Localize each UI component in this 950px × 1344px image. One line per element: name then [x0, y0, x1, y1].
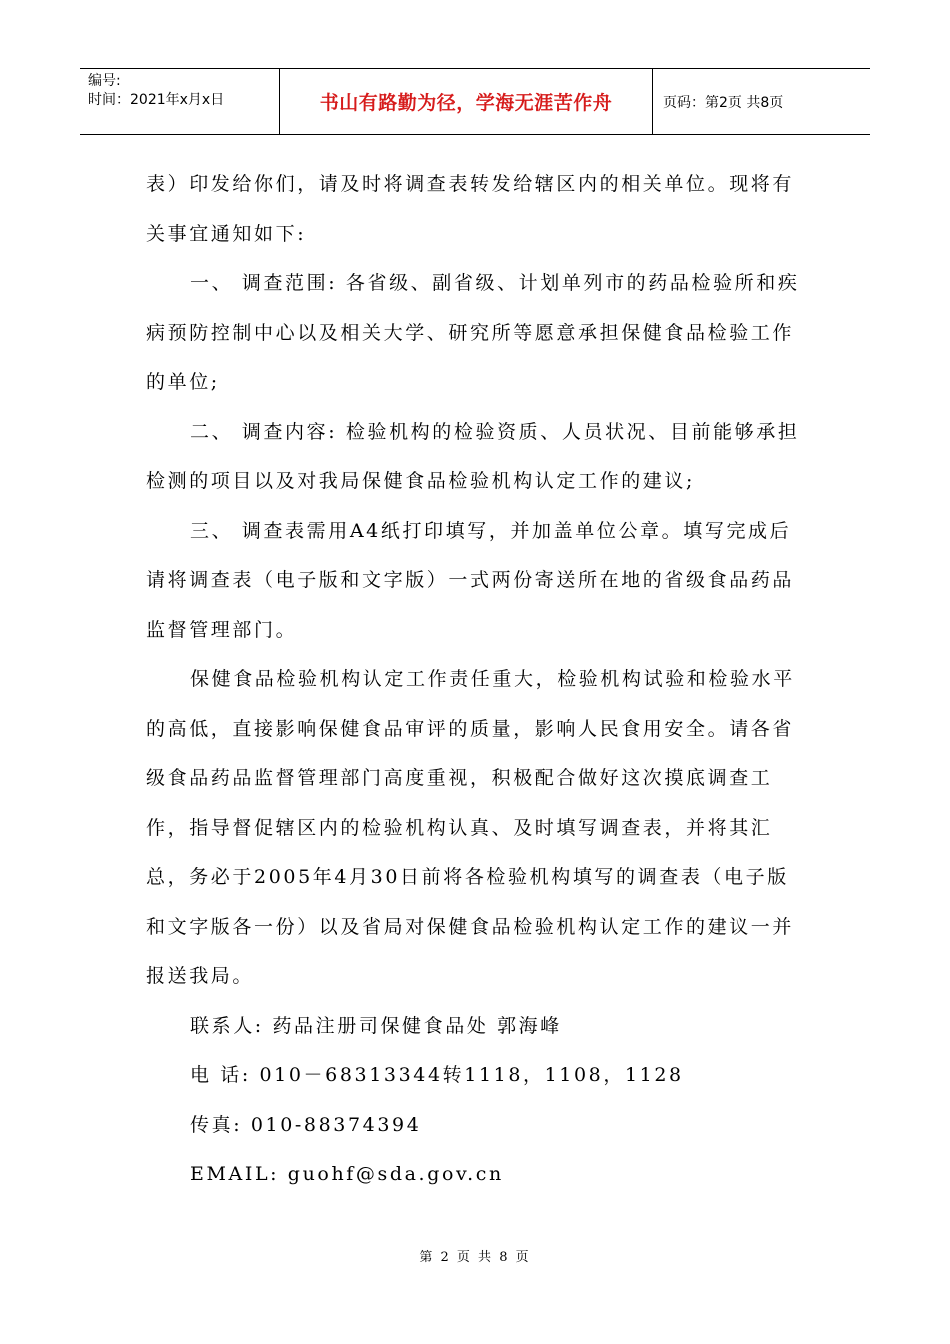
paragraph-content: 二、 调查内容: 检验机构的检验资质、人员状况、目前能够承担检测的项目以及对我局保健食品检验机构认定工作的建议; — [146, 420, 800, 492]
paragraph-importance: 保健食品检验机构认定工作责任重大，检验机构试验和检验水平的高低，直接影响保健食品审评的质量，影响人民食用安全。请各省级食品药品监督管理部门高度重视，积极配合做好这次摸底调查工作，指导督促辖区内的检验机构认真、及时填写调查表，并将其汇总，务必于2005年4月30日前将各检验机构填写的调查表（电子版和文字版各一份）以及省局对保健食品检验机构认定工作的建议一并报送我局。 — [146, 668, 795, 987]
contact-person: 联系人: 药品注册司保健食品处 郭海峰 — [190, 1014, 562, 1037]
header-page-info: 页码：第2页 共8页 — [663, 94, 784, 111]
page-footer: 第 2 页 共 8 页 — [419, 1250, 531, 1265]
paragraph-form-requirements: 三、 调查表需用A4纸打印填写，并加盖单位公章。填写完成后请将调查表（电子版和文字版）一式两份寄送所在地的省级食品药品监督管理部门。 — [146, 519, 795, 641]
header-motto: 书山有路勤为径，学海无涯苦作舟 — [280, 69, 653, 134]
page-header — [80, 68, 870, 135]
contact-email: EMAIL: guohf@sda.gov.cn — [190, 1163, 504, 1185]
contact-fax: 传真: 010-88374394 — [190, 1113, 422, 1136]
document-body — [146, 160, 806, 1200]
contact-phone: 电 话: 010－68313344转1118，1108，1128 — [190, 1064, 684, 1086]
date-label: 时间：2021年x月x日 — [88, 92, 225, 108]
paragraph-scope: 一、 调查范围: 各省级、副省级、计划单列市的药品检验所和疾病预防控制中心以及相关大学、研究所等愿意承担保健食品检验工作的单位; — [146, 272, 800, 393]
header-meta — [80, 69, 280, 134]
paragraph-continuation: 表）印发给你们，请及时将调查表转发给辖区内的相关单位。现将有关事宜通知如下: — [146, 173, 795, 245]
serial-label: 编号: — [88, 73, 121, 89]
